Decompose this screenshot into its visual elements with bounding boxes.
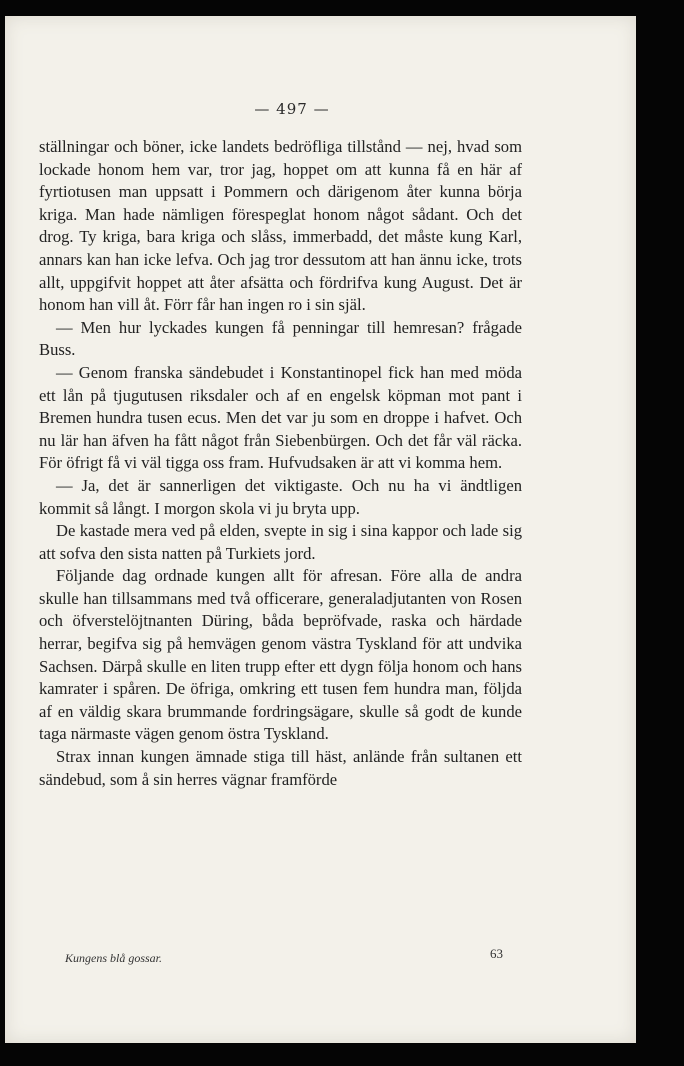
signature-mark: 63 [490, 946, 503, 961]
paragraph-6: Följande dag ordnade kungen allt för afresan. Före alla de andra skulle han tillsammans med två officerare, generaladjutanten von Rosen och öfverstelöjtnanten Düring, båda bepröfvade, raska och härdade herrar, begifva sig på hemvägen genom västra Tyskland för att undvika Sachsen. Därpå skulle en liten trupp efter ett dygn följa honom och hans kamrater i spåren. De öfriga, omkring ett tusen fem hundra man, följda af en väldig skara brummande fordringsägare, skulle så godt de kunde taga närmaste vägen genom östra Tyskland. [39, 566, 522, 744]
paper-page [5, 16, 636, 1043]
body-text [39, 136, 522, 791]
footer-book-title: Kungens blå gossar. [65, 951, 163, 965]
paragraph-2: — Men hur lyckades kungen få penningar till hemresan? frågade Buss. [39, 317, 522, 360]
paragraph-1: ställningar och böner, icke landets bedröfliga tillstånd — nej, hvad som lockade honom hem var, tror jag, hoppet om att kunna få en här af fyrtiotusen man uppsatt i Pommern och därigenom åter kunna börja kriga. Man hade nämligen förespeglat honom något sådant. Och det drog. Ty kriga, bara kriga och slåss, immerbadd, det måste kung Karl, annars kan han icke lefva. Och jag tror dessutom att han ännu icke, trots allt, uppgifvit hoppet att åter afsätta och fördrifva kung August. Det är honom han vill åt. Förr får han ingen ro i sin själ. [39, 137, 522, 315]
page-number: — 497 — [254, 100, 330, 118]
paragraph-7: Strax innan kungen ämnade stiga till häst, anlände från sultanen ett sändebud, som å sin herres vägnar framförde [39, 747, 522, 789]
paragraph-3: — Genom franska sändebudet i Konstantinopel fick han med möda ett lån på tjugutusen riksdaler och af en engelsk köpman mot pant i Bremen hundra tusen ecus. Men det var ju som en droppe i hafvet. Och nu lär han äfven ha fått något från Siebenbürgen. Och det får väl räcka. För öfrigt få vi väl tigga oss fram. Hufvudsaken är att vi komma hem. [39, 362, 522, 473]
paragraph-5: De kastade mera ved på elden, svepte in sig i sina kappor och lade sig att sofva den sista natten på Turkiets jord. [39, 521, 522, 563]
paragraph-4: — Ja, det är sannerligen det viktigaste. Och nu ha vi ändtligen kommit så långt. I morgon skola vi ju bryta upp. [39, 475, 522, 518]
